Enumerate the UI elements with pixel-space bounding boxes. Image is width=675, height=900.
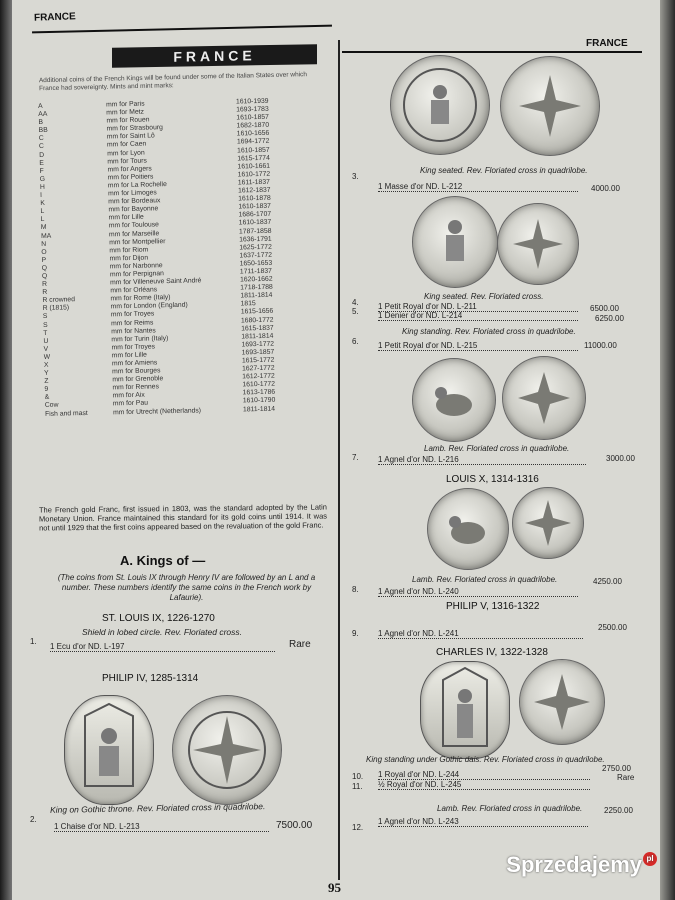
mintmark-letter: H bbox=[39, 183, 45, 191]
watermark-badge: pl bbox=[643, 852, 657, 866]
mintmark-dates: 1693-1772 bbox=[241, 340, 275, 349]
entry-text-3: 1 Masse d'or ND. L-212 bbox=[378, 182, 578, 192]
mintmark-dates: 1627-1772 bbox=[242, 364, 275, 373]
mintmark-letter: 9 bbox=[44, 386, 49, 394]
intro-text: Additional coins of the French Kings will be found under some of the Italian States over which France had sovereignty. Mints and mint marks: bbox=[38, 71, 308, 93]
mintmark-dates: 1615-1772 bbox=[241, 356, 275, 365]
entry-num-2: 2. bbox=[30, 815, 37, 824]
entry-num-4: 4. bbox=[352, 298, 359, 307]
mintmark-dates: 1615-1774 bbox=[237, 154, 270, 163]
mintmark-dates: 1711-1837 bbox=[239, 267, 272, 276]
entry-text-5: 1 Denier d'or ND. L-214 bbox=[378, 311, 578, 321]
mintmark-letter: R bbox=[42, 280, 48, 289]
entry-num-5: 5. bbox=[352, 307, 359, 316]
watermark-text: Sprzedajemy bbox=[506, 852, 642, 877]
coin-agnel-reverse bbox=[502, 356, 586, 440]
reign-philip-iv: PHILIP IV, 1285-1314 bbox=[102, 673, 199, 684]
entry-text-11: ½ Royal d'or ND. L-245 bbox=[378, 780, 590, 790]
desc-7: Lamb. Rev. Floriated cross in quadrilobe. bbox=[424, 444, 570, 453]
mintmark-letter: L bbox=[40, 216, 45, 224]
mintmark-table bbox=[38, 96, 335, 418]
mintmark-letter: Z bbox=[44, 378, 49, 386]
mintmark-dates: 1610-1790 bbox=[242, 397, 276, 405]
mintmark-city: mm for Riom bbox=[109, 246, 149, 255]
mintmark-dates: 1686-1707 bbox=[238, 211, 272, 219]
mintmark-city: mm for Turin (Italy) bbox=[111, 334, 169, 344]
mintmark-letter: Q bbox=[41, 264, 48, 272]
coin-royal-obverse bbox=[420, 661, 510, 759]
mintmark-city: mm for Lille bbox=[111, 351, 147, 360]
mintmark-letter: & bbox=[44, 394, 50, 402]
mintmark-letter: BB bbox=[38, 127, 48, 135]
reign-stlouis: ST. LOUIS IX, 1226-1270 bbox=[102, 613, 215, 624]
page-edge bbox=[660, 0, 675, 900]
mintmark-dates: 1680-1772 bbox=[240, 316, 274, 324]
mintmark-city: mm for Tours bbox=[107, 157, 147, 166]
mintmark-city: mm for Narbonne bbox=[109, 262, 163, 271]
coin-petit-royal-reverse bbox=[497, 203, 579, 285]
mintmark-dates: 1611-1837 bbox=[237, 178, 270, 187]
desc-3: King seated. Rev. Floriated cross in quadrilobe. bbox=[420, 166, 588, 175]
entry-num-10: 10. bbox=[352, 772, 364, 781]
mintmark-dates: 1615-1837 bbox=[241, 324, 274, 333]
entry-price-12: 2250.00 bbox=[604, 806, 633, 815]
mintmark-city: mm for Aix bbox=[112, 392, 145, 400]
mintmark-letter: W bbox=[43, 353, 51, 361]
mintmark-letter: V bbox=[43, 345, 49, 353]
entry-num-1: 1. bbox=[30, 637, 37, 646]
mintmark-dates: 1815 bbox=[240, 300, 256, 308]
mintmark-letter: R (1815) bbox=[42, 304, 70, 313]
mintmark-city: mm for Bayonne bbox=[108, 205, 159, 214]
coin-masse-obverse bbox=[390, 55, 490, 155]
mintmark-dates: 1625-1772 bbox=[239, 243, 272, 252]
mintmark-city: mm for Pau bbox=[112, 400, 149, 408]
desc-1: Shield in lobed circle. Rev. Floriated cross. bbox=[82, 627, 242, 637]
desc-8: Lamb. Rev. Floriated cross in quadrilobe. bbox=[412, 575, 558, 584]
section-banner: FRANCE bbox=[112, 44, 317, 68]
section-title: A. Kings of — bbox=[120, 553, 206, 568]
mintmark-letter: N bbox=[41, 240, 47, 248]
desc-2: King on Gothic throne. Rev. Floriated cross in quadrilobe. bbox=[49, 801, 266, 815]
mintmark-letter: G bbox=[39, 175, 46, 183]
mintmark-city: mm for Lille bbox=[108, 213, 144, 222]
mintmark-letter: R crowned bbox=[42, 296, 76, 305]
mintmark-city: mm for Dijon bbox=[109, 254, 149, 263]
mintmark-dates: 1694-1772 bbox=[236, 138, 270, 146]
coin-chaise-reverse bbox=[172, 695, 282, 805]
entry-text-10: 1 Royal d'or ND. L-244 bbox=[378, 770, 590, 780]
mintmark-city: mm for Angers bbox=[107, 165, 152, 174]
mintmark-city: mm for Saint Lô bbox=[106, 132, 155, 141]
mintmark-letter: T bbox=[43, 329, 48, 337]
mintmark-city: mm for Grenoble bbox=[112, 375, 164, 384]
header-rule-left bbox=[32, 25, 332, 34]
entry-num-3: 3. bbox=[352, 172, 359, 181]
mintmark-city: mm for Rome (Italy) bbox=[110, 294, 171, 303]
mintmark-city: mm for Rouen bbox=[106, 116, 150, 125]
mintmark-dates: 1612-1837 bbox=[237, 186, 271, 195]
mintmark-dates: 1610-1772 bbox=[237, 170, 271, 179]
entry-text-12: 1 Agnel d'or ND. L-243 bbox=[378, 817, 588, 827]
mintmark-letter: C bbox=[38, 135, 44, 143]
mintmark-city: mm for Limoges bbox=[108, 189, 157, 198]
mintmark-city: mm for Toulouse bbox=[108, 221, 160, 230]
entry-price-5: 6250.00 bbox=[595, 314, 624, 323]
mintmark-dates: 1787-1858 bbox=[238, 227, 272, 235]
mintmark-city: mm for Troyes bbox=[111, 343, 156, 352]
mintmark-dates: 1613-1786 bbox=[242, 389, 276, 397]
entry-price-7: 3000.00 bbox=[606, 454, 635, 463]
mintmark-city: mm for Orléans bbox=[110, 286, 158, 295]
mintmark-letter: A bbox=[38, 102, 43, 110]
entry-price-11: Rare bbox=[617, 773, 635, 782]
mintmark-letter: C bbox=[38, 143, 44, 151]
page-number: 95 bbox=[328, 880, 341, 895]
mintmark-city: mm for Perpignan bbox=[109, 270, 165, 279]
entry-num-7: 7. bbox=[352, 453, 359, 462]
mintmark-city: mm for Caen bbox=[106, 141, 147, 149]
entry-price-3: 4000.00 bbox=[591, 184, 620, 193]
entry-price-4: 6500.00 bbox=[590, 304, 619, 313]
mintmark-letter: L bbox=[40, 208, 45, 216]
mintmark-dates: 1811-1814 bbox=[240, 291, 273, 300]
coin-louisx-reverse bbox=[512, 487, 584, 559]
mintmark-city: mm for Utrecht (Netherlands) bbox=[112, 406, 202, 416]
mintmark-dates: 1718-1788 bbox=[240, 283, 273, 292]
mintmark-dates: 1615-1656 bbox=[240, 308, 274, 316]
mintmark-city: mm for Troyes bbox=[110, 310, 155, 319]
entry-text-1: 1 Ecu d'or ND. L-197 bbox=[50, 642, 275, 652]
entry-num-12: 12. bbox=[352, 823, 364, 832]
mintmark-dates: 1612-1772 bbox=[242, 372, 275, 381]
mintmark-city: mm for Lyon bbox=[107, 149, 145, 158]
mintmark-dates: 1693-1783 bbox=[236, 105, 269, 114]
reign-philip-v: PHILIP V, 1316-1322 bbox=[446, 601, 540, 612]
entry-price-10: 2750.00 bbox=[602, 764, 631, 773]
mintmark-dates: 1610-1656 bbox=[236, 130, 270, 138]
mintmark-city: mm for Paris bbox=[105, 100, 145, 109]
desc-12: Lamb. Rev. Floriated cross in quadrilobe. bbox=[437, 804, 583, 813]
entry-num-8: 8. bbox=[352, 585, 359, 594]
entry-price-1: Rare bbox=[289, 639, 311, 650]
mintmark-letter: S bbox=[42, 313, 48, 321]
reign-louis-x: LOUIS X, 1314-1316 bbox=[446, 474, 539, 485]
header-left: FRANCE bbox=[33, 11, 76, 24]
entry-text-9: 1 Agnel d'or ND. L-241 bbox=[378, 629, 583, 639]
mintmark-letter: S bbox=[42, 321, 48, 329]
coin-agnel-obverse bbox=[412, 358, 496, 442]
mintmark-dates: 1610-1837 bbox=[238, 219, 272, 227]
mintmark-dates: 1811-1814 bbox=[241, 332, 274, 341]
mintmark-city: mm for La Rochelle bbox=[107, 181, 167, 190]
mintmark-letter: E bbox=[39, 159, 44, 167]
mintmark-dates: 1682-1870 bbox=[236, 122, 270, 130]
mintmark-dates: 1610-1857 bbox=[236, 113, 269, 122]
entry-num-11: 11. bbox=[352, 782, 363, 791]
mintmark-letter: MA bbox=[40, 232, 52, 240]
entry-text-4: 1 Petit Royal d'or ND. L-211 bbox=[378, 302, 578, 312]
mintmark-city: mm for Rennes bbox=[112, 383, 160, 392]
mintmark-city: mm for Bordeaux bbox=[108, 197, 161, 206]
entry-text-2: 1 Chaise d'or ND. L-213 bbox=[54, 822, 269, 832]
mintmark-dates: 1610-1878 bbox=[238, 194, 271, 203]
entry-num-9: 9. bbox=[352, 629, 359, 638]
mintmark-dates: 1636-1791 bbox=[239, 235, 272, 244]
header-right: FRANCE bbox=[586, 38, 628, 49]
watermark-logo bbox=[506, 852, 657, 878]
mintmark-dates: 1693-1857 bbox=[241, 348, 275, 357]
mintmark-letter: P bbox=[41, 256, 47, 264]
mintmark-letter: Fish and mast bbox=[44, 409, 88, 418]
header-rule-right bbox=[342, 51, 642, 53]
mintmark-letter: D bbox=[39, 151, 45, 159]
entry-price-6: 11000.00 bbox=[584, 341, 617, 350]
mintmark-city: mm for Villeneuve Saint André bbox=[110, 277, 202, 287]
entry-num-6: 6. bbox=[352, 337, 359, 346]
mintmark-city: mm for London (England) bbox=[110, 302, 188, 311]
mintmark-dates: 1637-1772 bbox=[239, 251, 273, 260]
entry-text-7: 1 Agnel d'or ND. L-216 bbox=[378, 455, 586, 465]
mintmark-letter: X bbox=[43, 361, 49, 369]
section-note: (The coins from St. Louis IX through Henry IV are followed by an L and a number. These numbers identify the same coins in the French work by Lafaurie). bbox=[57, 573, 316, 602]
mintmark-city: mm for Strasbourg bbox=[106, 124, 163, 133]
mintmark-letter: Y bbox=[44, 369, 49, 378]
mintmark-dates: 1650-1653 bbox=[239, 259, 273, 268]
coin-royal-reverse bbox=[519, 659, 605, 745]
catalog-page bbox=[12, 0, 660, 900]
mintmark-dates: 1811-1814 bbox=[242, 405, 276, 413]
mintmark-dates: 1620-1662 bbox=[239, 275, 273, 284]
mintmark-letter: U bbox=[43, 337, 49, 345]
book-spine bbox=[0, 0, 12, 900]
entry-price-8: 4250.00 bbox=[593, 577, 622, 586]
reign-charles-iv: CHARLES IV, 1322-1328 bbox=[436, 647, 548, 658]
mintmark-dates: 1610-1857 bbox=[237, 146, 270, 155]
mintmark-city: mm for Bourges bbox=[112, 367, 161, 376]
coin-louisx-obverse bbox=[427, 488, 509, 570]
mintmark-city: mm for Marseille bbox=[108, 229, 160, 238]
desc-10: King standing under Gothic dais. Rev. Floriated cross in quadrilobe. bbox=[366, 755, 605, 764]
mintmark-city: mm for Amiens bbox=[111, 359, 158, 368]
mintmark-city: mm for Poitiers bbox=[107, 173, 154, 182]
mintmark-dates: 1610-1772 bbox=[242, 380, 276, 389]
desc-4: King seated. Rev. Floriated cross. bbox=[424, 292, 544, 301]
mintmark-letter: B bbox=[38, 119, 44, 127]
column-separator bbox=[338, 40, 340, 880]
entry-price-9: 2500.00 bbox=[598, 623, 627, 632]
mintmark-letter: K bbox=[40, 199, 45, 208]
mintmark-letter: Cow bbox=[44, 402, 59, 410]
mintmark-city: mm for Montpellier bbox=[109, 237, 166, 247]
mintmark-city: mm for Metz bbox=[106, 108, 145, 117]
mintmark-letter: M bbox=[40, 224, 47, 232]
desc-6: King standing. Rev. Floriated cross in quadrilobe. bbox=[402, 327, 576, 336]
mintmark-city: mm for Reims bbox=[110, 318, 154, 327]
entry-text-8: 1 Agnel d'or ND. L-240 bbox=[378, 587, 578, 597]
mintmark-dates: 1610-1939 bbox=[235, 97, 269, 106]
mintmark-letter: F bbox=[39, 167, 44, 175]
entry-text-6: 1 Petit Royal d'or ND. L-215 bbox=[378, 341, 578, 351]
mintmark-letter: I bbox=[40, 191, 43, 200]
mintmark-dates: 1610-1661 bbox=[237, 162, 271, 171]
entry-price-2: 7500.00 bbox=[276, 820, 313, 831]
coin-masse-reverse bbox=[500, 56, 600, 156]
coin-petit-royal-obverse bbox=[412, 196, 498, 288]
mintmark-letter: R bbox=[42, 288, 48, 297]
mintmark-letter: Q bbox=[41, 272, 48, 280]
mintmark-dates: 1610-1837 bbox=[238, 202, 272, 211]
coin-chaise-obverse bbox=[64, 695, 154, 805]
gold-franc-paragraph: The French gold Franc, first issued in 1803, was the standard adopted by the Latin Monetary Union. France maintained this standard for its gold coins until 1914. It was not until 1929 that the first coins appeared based on the revaluation of the gold Franc. bbox=[38, 502, 328, 533]
mintmark-letter: O bbox=[41, 248, 47, 256]
mintmark-city: mm for Nantes bbox=[111, 327, 156, 336]
mintmark-letter: AA bbox=[38, 110, 48, 119]
